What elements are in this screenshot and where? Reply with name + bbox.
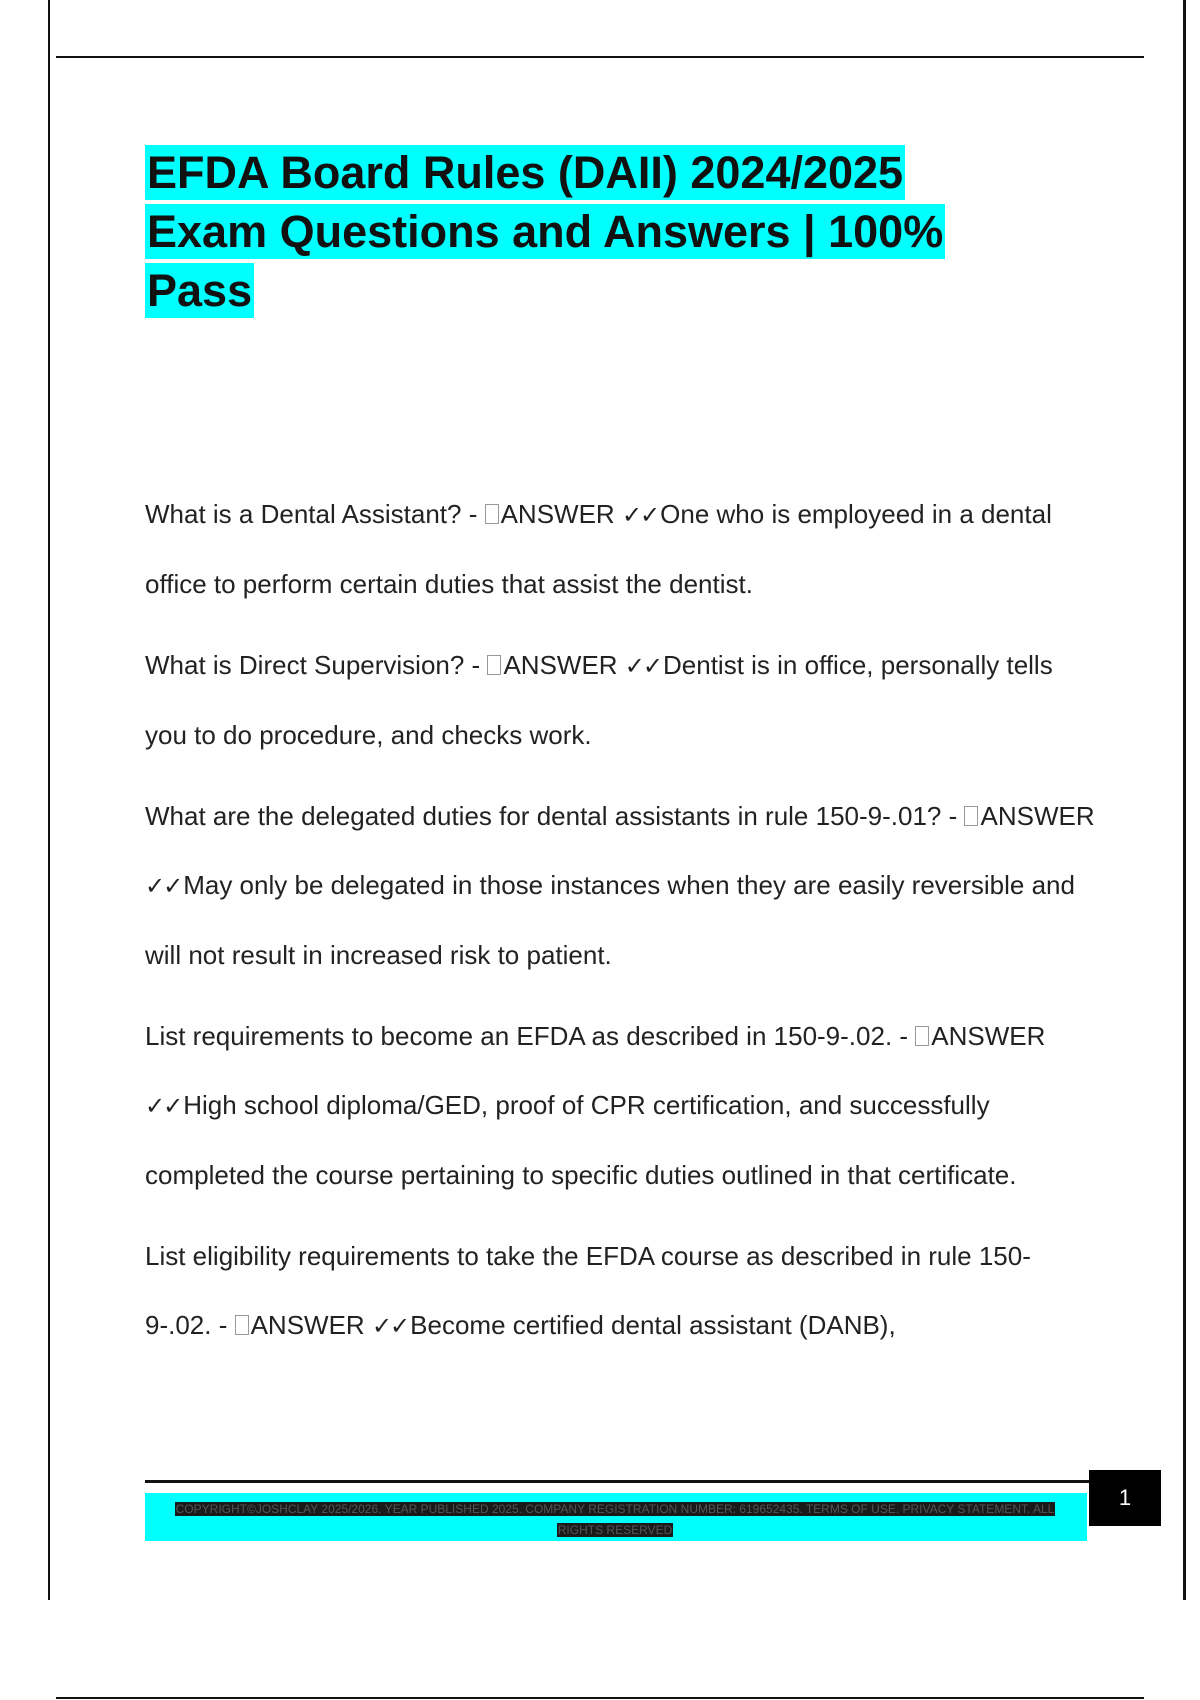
qa-item [145,1002,1095,1210]
missing-glyph-box-icon [235,1315,249,1335]
question-text: List eligibility requirements to take the EFDA course as described in rule 150-9-.02. - [145,1241,1031,1340]
question-text: What are the delegated duties for dental assistants in rule 150-9-.01? - [145,801,965,831]
page-border-right [1183,0,1186,1600]
missing-glyph-box-icon [915,1026,929,1046]
answer-text: Become certified dental assistant (DANB), [410,1310,896,1340]
qa-item [145,480,1095,619]
qa-item [145,1222,1095,1361]
footer-copyright [165,1499,1065,1541]
answer-label: ANSWER [503,650,625,680]
title-line-1: EFDA Board Rules (DAII) 2024/2025 [147,147,904,198]
answer-text: May only be delegated in those instances when they are easily reversible and will not result in increased risk to patient. [145,870,1075,970]
double-check-icon: ✓✓ [621,501,659,529]
next-page-rule [56,1697,1144,1699]
answer-text: High school diploma/GED, proof of CPR certification, and successfully completed the course pertaining to specific duties outlined in that certificate. [145,1090,1017,1190]
missing-glyph-box-icon [485,504,499,524]
question-text: What is Direct Supervision? - [145,650,488,680]
double-check-icon: ✓✓ [624,652,662,680]
question-answer-list [145,480,1095,1373]
qa-item [145,631,1095,770]
double-check-icon: ✓✓ [371,1312,409,1340]
qa-item [145,782,1095,990]
page-border-left [48,0,50,1600]
title-line-3: Pass [147,265,253,316]
answer-label: ANSWER [500,499,622,529]
double-check-icon: ✓✓ [145,872,182,900]
missing-glyph-box-icon [964,806,978,826]
answer-label: ANSWER [250,1310,372,1340]
missing-glyph-box-icon [487,655,501,675]
document-title [145,143,1045,320]
copyright-text: COPYRIGHT©JOSHCLAY 2025/2026. YEAR PUBLISHED 2025. COMPANY REGISTRATION NUMBER: 619652435. TERMS OF USE. PRIVACY STATEMENT. ALL RIGHTS RESERVED [175,1502,1055,1537]
footer-rule [145,1480,1090,1483]
page-number: 1 [1089,1470,1161,1526]
question-text: What is a Dental Assistant? - [145,499,485,529]
question-text: List requirements to become an EFDA as described in 150-9-.02. - [145,1021,916,1051]
title-line-2: Exam Questions and Answers | 100% [147,206,944,257]
answer-text: Dentist is in office, personally tells you to do procedure, and checks work. [145,650,1053,750]
header-rule [56,56,1144,58]
answer-label: ANSWER [980,801,1095,831]
double-check-icon: ✓✓ [145,1092,182,1120]
answer-label: ANSWER [931,1021,1046,1051]
answer-text: One who is employeed in a dental office to perform certain duties that assist the dentist. [145,499,1052,599]
